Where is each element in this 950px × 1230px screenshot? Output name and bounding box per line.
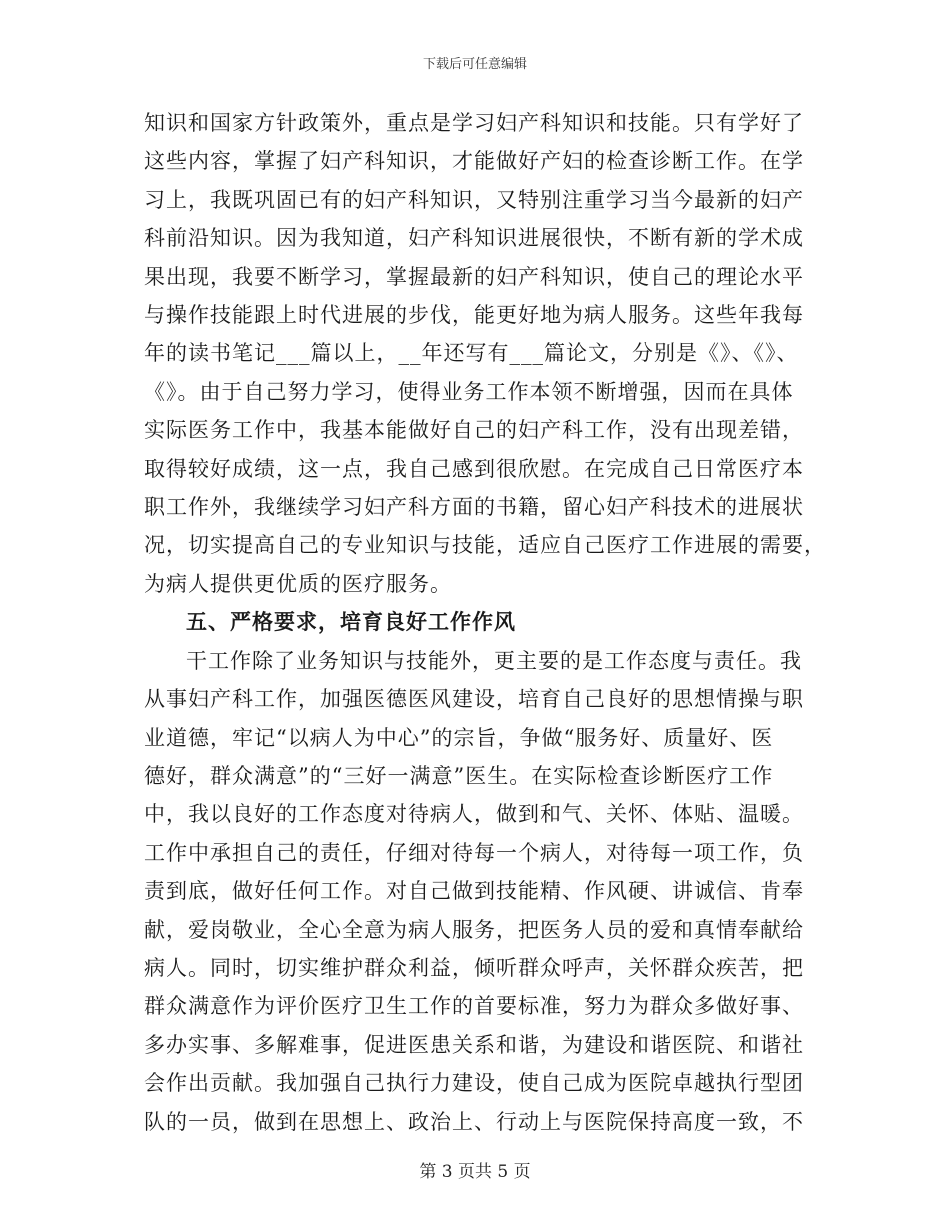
text-line: 多办实事、多解难事，促进医患关系和谐，为建设和谐医院、和谐社 <box>144 1032 804 1057</box>
text-line: 群众满意作为评价医疗卫生工作的首要标准，努力为群众多做好事、 <box>144 994 804 1019</box>
text-line: 这些内容，掌握了妇产科知识，才能做好产妇的检查诊断工作。在学 <box>144 149 804 174</box>
text-line: 队的一员，做到在思想上、政治上、行动上与医院保持高度一致，不 <box>144 1109 804 1134</box>
text-line: 习上，我既巩固已有的妇产科知识，又特别注重学习当今最新的妇产 <box>144 187 804 212</box>
text-line: 工作中承担自己的责任，仔细对待每一个病人，对待每一项工作，负 <box>144 840 804 865</box>
text-line: 职工作外，我继续学习妇产科方面的书籍，留心妇产科技术的进展状 <box>144 495 804 520</box>
text-line: 知识和国家方针政策外，重点是学习妇产科知识和技能。只有学好了 <box>144 111 804 135</box>
paragraph-work-style <box>144 642 814 1141</box>
text-line: 业道德，牢记“以病人为中心”的宗旨，争做“服务好、质量好、医 <box>144 725 774 750</box>
text-line: 况，切实提高自己的专业知识与技能，适应自己医疗工作进展的需要， <box>144 533 826 558</box>
text-line: 病人。同时，切实维护群众利益，倾听群众呼声，关怀群众疾苦，把 <box>144 955 804 980</box>
text-line: 实际医务工作中，我基本能做好自己的妇产科工作，没有出现差错， <box>144 418 804 443</box>
text-line: 会作出贡献。我加强自己执行力建设，使自己成为医院卓越执行型团 <box>144 1071 804 1096</box>
text-line: 中，我以良好的工作态度对待病人，做到和气、关怀、体贴、温暖。 <box>144 802 804 827</box>
section-heading: 五、严格要求，培育良好工作作风 <box>186 609 516 635</box>
text-line: 《》。由于自己努力学习，使得业务工作本领不断增强，因而在具体 <box>144 379 794 404</box>
text-line: 为病人提供更优质的医疗服务。 <box>144 571 452 596</box>
text-line: 献，爱岗敬业，全心全意为病人服务，把医务人员的爱和真情奉献给 <box>144 917 804 942</box>
text-line: 德好，群众满意”的“三好一满意”医生。在实际检查诊断医疗工作 <box>144 763 774 788</box>
text-line: 果出现，我要不断学习，掌握最新的妇产科知识，使自己的理论水平 <box>144 264 804 289</box>
page-header: 下载后可任意编辑 <box>422 57 527 72</box>
page-footer: 第 3 页共 5 页 <box>419 1162 531 1182</box>
document-body <box>144 104 826 1141</box>
text-line: 年的读书笔记___篇以上，__年还写有___篇论文，分别是《》、《》、 <box>144 341 799 366</box>
text-line: 从事妇产科工作，加强医德医风建设，培育自己良好的思想情操与职 <box>144 687 804 712</box>
text-line: 干工作除了业务知识与技能外，更主要的是工作态度与责任。我 <box>186 648 802 673</box>
paragraph-study <box>144 104 826 603</box>
text-line: 与操作技能跟上时代进展的步伐，能更好地为病人服务。这些年我每 <box>144 303 804 328</box>
text-line: 科前沿知识。因为我知道，妇产科知识进展很快，不断有新的学术成 <box>144 226 804 251</box>
text-line: 责到底，做好任何工作。对自己做到技能精、作风硬、讲诚信、肯奉 <box>144 879 804 904</box>
text-line: 取得较好成绩，这一点，我自己感到很欣慰。在完成自己日常医疗本 <box>144 456 804 481</box>
